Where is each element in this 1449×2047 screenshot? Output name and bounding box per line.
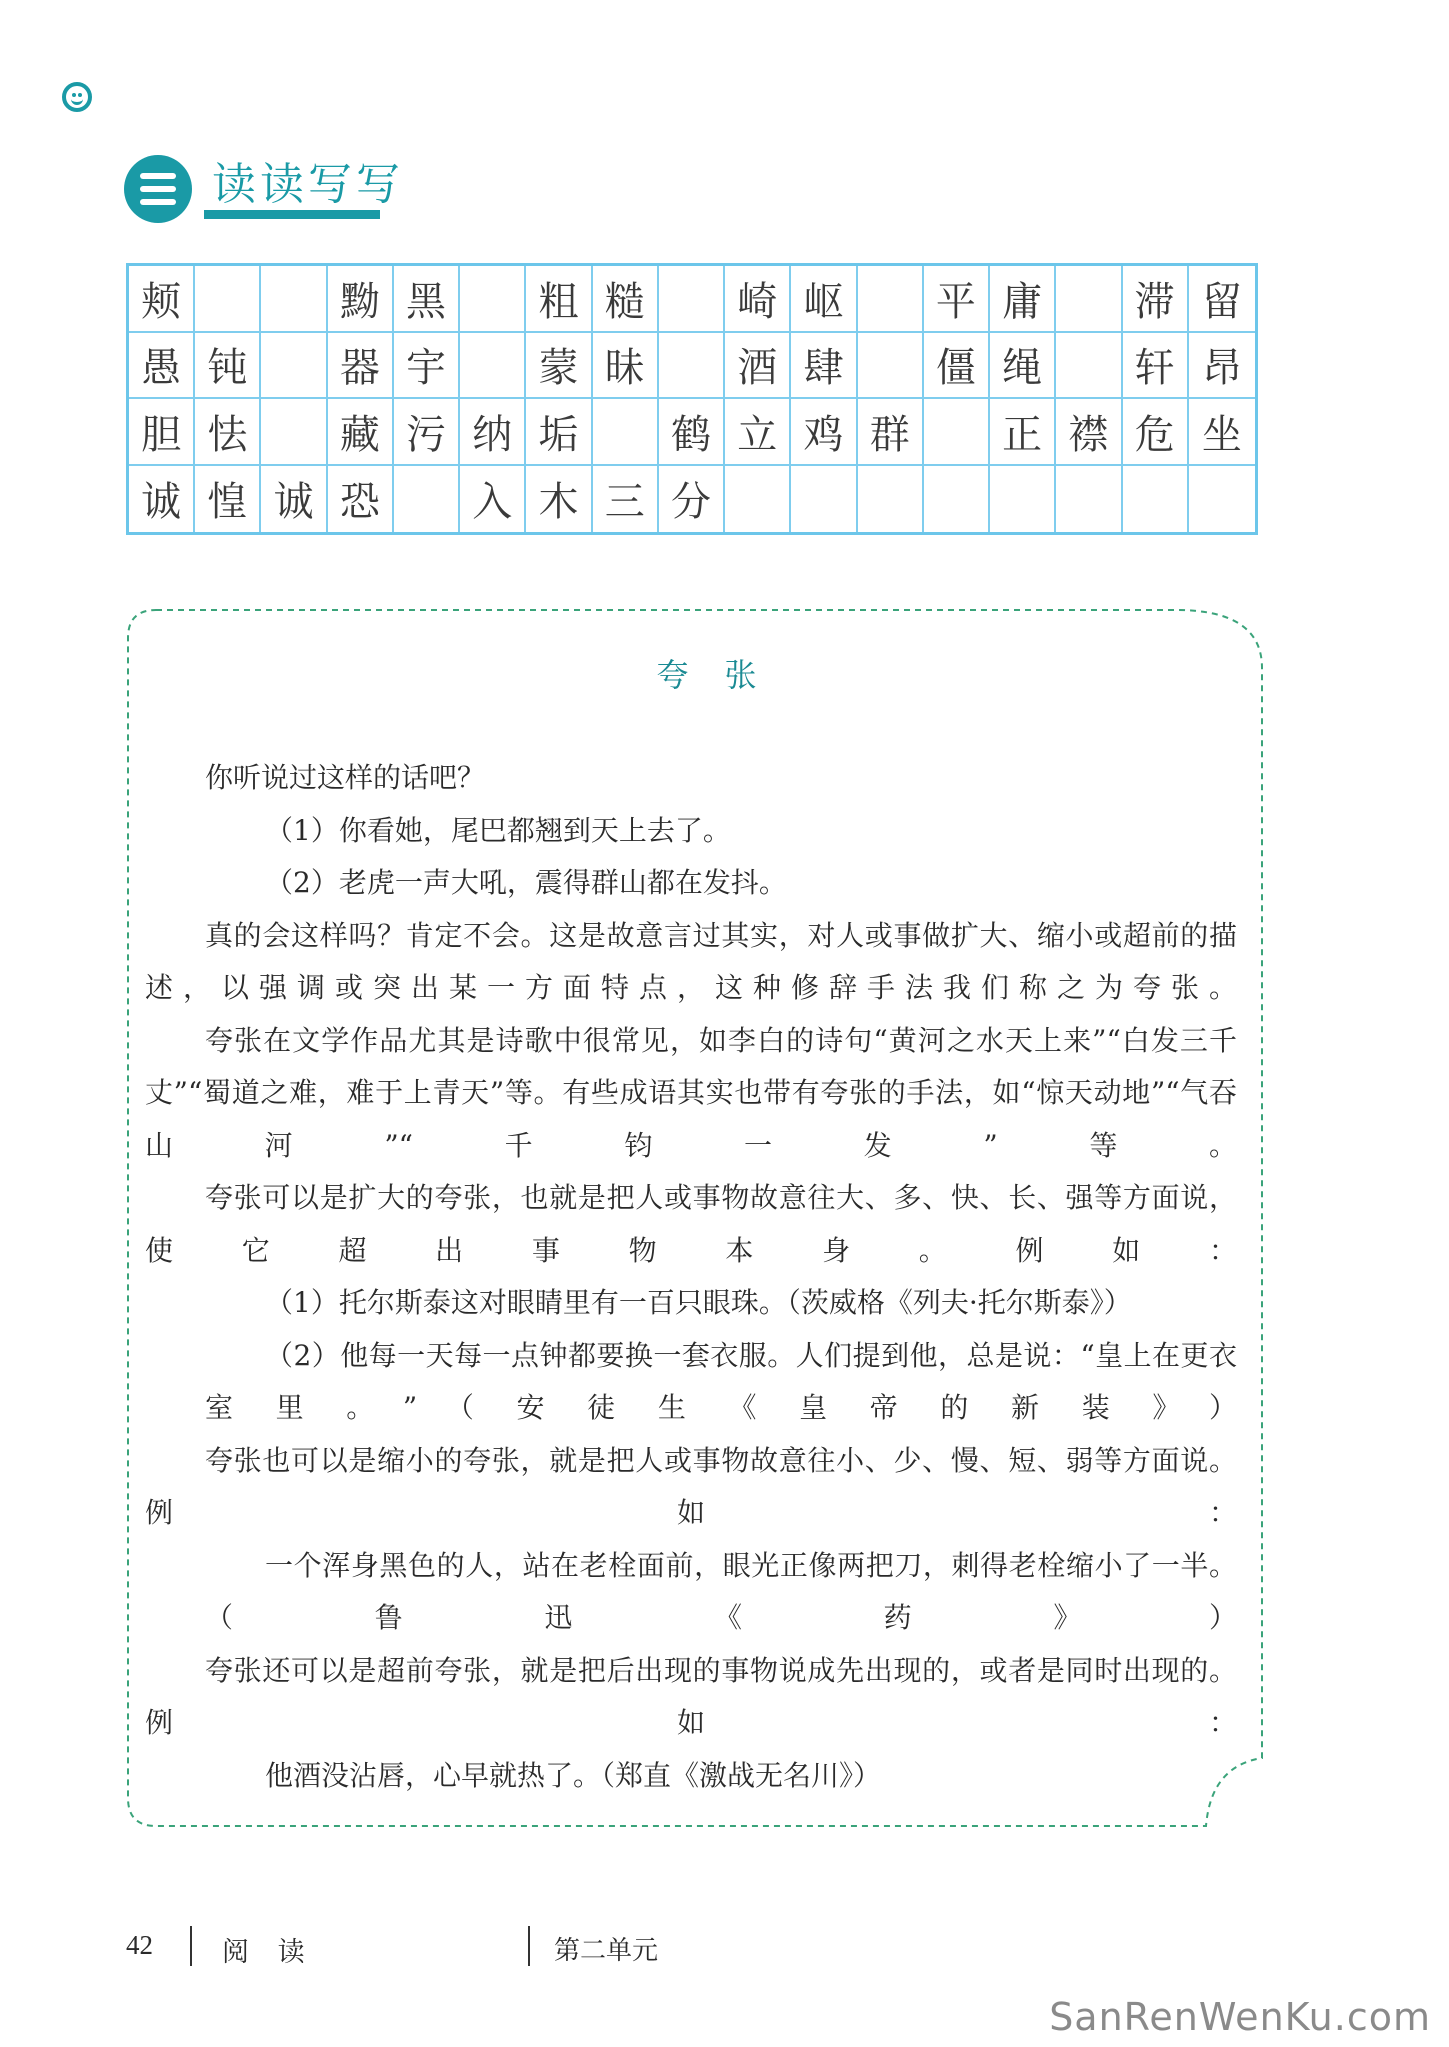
grid-cell: 愚 xyxy=(129,333,195,400)
grid-cell: 鸡 xyxy=(791,399,857,466)
example-line: （2）老虎一声大吼，震得群山都在发抖。 xyxy=(265,866,787,899)
grid-cell xyxy=(261,333,327,400)
grid-cell xyxy=(1056,266,1122,333)
grid-cell: 分 xyxy=(659,466,725,533)
grid-cell: 群 xyxy=(858,399,924,466)
grid-cell: 污 xyxy=(394,399,460,466)
page-number: 42 xyxy=(126,1930,153,1960)
grid-cell: 庸 xyxy=(990,266,1056,333)
grid-cell: 纳 xyxy=(460,399,526,466)
grid-cell xyxy=(1123,466,1189,533)
grid-cell xyxy=(261,266,327,333)
grid-cell: 藏 xyxy=(328,399,394,466)
grid-cell xyxy=(990,466,1056,533)
section-three-icon xyxy=(124,155,192,223)
grid-cell: 留 xyxy=(1189,266,1255,333)
grid-cell: 僵 xyxy=(924,333,990,400)
paragraph-intro: 你听说过这样的话吧？ xyxy=(205,761,486,794)
grid-cell: 襟 xyxy=(1056,399,1122,466)
grid-cell: 昧 xyxy=(593,333,659,400)
grid-cell: 入 xyxy=(460,466,526,533)
watermark: SanRenWenKu.com xyxy=(1049,1995,1431,2039)
grid-cell xyxy=(1056,466,1122,533)
grid-cell xyxy=(858,466,924,533)
grid-cell xyxy=(791,466,857,533)
grid-cell: 昂 xyxy=(1189,333,1255,400)
footer-divider xyxy=(528,1926,530,1966)
example-line: （2）他每一天每一点钟都要换一套衣服。人们提到他，总是说：“皇上在更衣室里。”（安徒生《皇帝的新装》） xyxy=(205,1338,1237,1424)
grid-cell: 平 xyxy=(924,266,990,333)
grid-cell xyxy=(1189,466,1255,533)
grid-cell: 器 xyxy=(328,333,394,400)
grid-cell: 惶 xyxy=(195,466,261,533)
grid-cell: 轩 xyxy=(1123,333,1189,400)
example-line: （1）托尔斯泰这对眼睛里有一百只眼珠。（茨威格《列夫·托尔斯泰》） xyxy=(265,1286,1132,1319)
grid-cell xyxy=(725,466,791,533)
grid-cell xyxy=(593,399,659,466)
grid-cell: 三 xyxy=(593,466,659,533)
grid-cell xyxy=(659,266,725,333)
grid-cell xyxy=(924,399,990,466)
grid-cell: 正 xyxy=(990,399,1056,466)
footer-section: 阅 读 xyxy=(222,1937,315,1968)
grid-cell xyxy=(858,333,924,400)
smiley-icon xyxy=(62,82,92,112)
paragraph-advance: 夸张还可以是超前夸张，就是把后出现的事物说成先出现的，或者是同时出现的。例如： xyxy=(145,1653,1237,1739)
paragraph-literature: 夸张在文学作品尤其是诗歌中很常见，如李白的诗句“黄河之水天上来”“白发三千丈”“蜀道之难，难于上青天”等。有些成语其实也带有夸张的手法，如“惊天动地”“气吞山河”“千钧一发”等。 xyxy=(145,1023,1237,1162)
grid-cell: 岖 xyxy=(791,266,857,333)
grid-cell: 绳 xyxy=(990,333,1056,400)
grid-cell xyxy=(460,266,526,333)
grid-cell: 诚 xyxy=(129,466,195,533)
section-title: 读读写写 xyxy=(212,159,404,210)
footer-unit: 第二单元 xyxy=(554,1936,659,1966)
example-line: 一个浑身黑色的人，站在老栓面前，眼光正像两把刀，刺得老栓缩小了一半。（鲁迅《药》） xyxy=(205,1548,1237,1634)
grid-cell: 危 xyxy=(1123,399,1189,466)
grid-cell xyxy=(924,466,990,533)
article-body xyxy=(145,752,1237,1802)
grid-cell: 蒙 xyxy=(526,333,592,400)
grid-cell: 滞 xyxy=(1123,266,1189,333)
grid-cell: 木 xyxy=(526,466,592,533)
grid-cell: 钝 xyxy=(195,333,261,400)
article-title: 夸张 xyxy=(656,656,793,694)
grid-cell: 肆 xyxy=(791,333,857,400)
grid-cell: 鹤 xyxy=(659,399,725,466)
grid-cell xyxy=(261,399,327,466)
grid-cell xyxy=(659,333,725,400)
grid-cell: 黝 xyxy=(328,266,394,333)
grid-cell: 崎 xyxy=(725,266,791,333)
grid-cell: 诚 xyxy=(261,466,327,533)
section-title-underline xyxy=(204,210,380,219)
grid-cell xyxy=(858,266,924,333)
example-line: 他酒没沾唇，心早就热了。（郑直《激战无名川》） xyxy=(265,1758,882,1792)
grid-cell: 宇 xyxy=(394,333,460,400)
example-line: （1）你看她，尾巴都翘到天上去了。 xyxy=(265,813,731,847)
paragraph-enlarge: 夸张可以是扩大的夸张，也就是把人或事物故意往大、多、快、长、强等方面说，使它超出事物本身。例如： xyxy=(145,1181,1237,1267)
grid-cell: 怯 xyxy=(195,399,261,466)
grid-cell xyxy=(460,333,526,400)
grid-cell: 粗 xyxy=(526,266,592,333)
grid-cell: 胆 xyxy=(129,399,195,466)
grid-cell: 坐 xyxy=(1189,399,1255,466)
vocabulary-grid xyxy=(126,263,1258,535)
grid-cell: 垢 xyxy=(526,399,592,466)
grid-cell: 黑 xyxy=(394,266,460,333)
grid-cell: 颊 xyxy=(129,266,195,333)
paragraph-definition: 真的会这样吗？肯定不会。这是故意言过其实，对人或事做扩大、缩小或超前的描述，以强调或突出某一方面特点，这种修辞手法我们称之为夸张。 xyxy=(145,918,1237,1004)
grid-cell: 酒 xyxy=(725,333,791,400)
grid-cell: 立 xyxy=(725,399,791,466)
grid-cell: 恐 xyxy=(328,466,394,533)
paragraph-shrink: 夸张也可以是缩小的夸张，就是把人或事物故意往小、少、慢、短、弱等方面说。例如： xyxy=(145,1443,1237,1529)
grid-cell xyxy=(195,266,261,333)
grid-cell xyxy=(1056,333,1122,400)
footer-divider xyxy=(190,1926,192,1966)
grid-cell: 糙 xyxy=(593,266,659,333)
grid-cell xyxy=(394,466,460,533)
